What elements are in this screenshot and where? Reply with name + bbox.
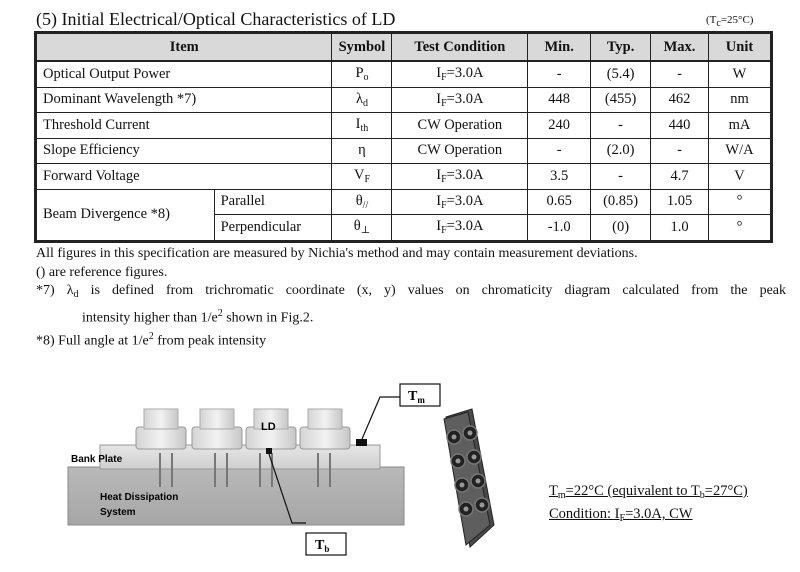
cell-symbol: $\theta_{//}$ [332,189,392,215]
cell-item: Optical Output Power [37,61,332,87]
tm-label: $T_m$ [408,389,425,405]
tb-label: $T_b$ [315,538,330,554]
cell-symbol: $V_F$ [332,164,392,190]
table-header-row [37,34,771,62]
cell-min: - [528,61,591,87]
table-row [37,61,771,87]
cell-symbol: $\theta_\perp$ [332,215,392,241]
cell-min: -1.0 [528,215,591,241]
ld-label: LD [261,421,276,433]
cell-max: 4.7 [651,164,709,190]
cell-condition: CW Operation [392,138,528,164]
cell-unit: W/A [709,138,771,164]
cell-unit: ° [709,215,771,241]
section-title: (5) Initial Electrical/Optical Characteristics of LD [36,9,396,29]
tb-sensor [266,448,272,454]
condition-temperature: $T_m=22^\circ C$ (equivalent to $T_b=27^\circ C$) [549,483,748,501]
cell-item: Threshold Current [37,113,332,139]
cell-min: 3.5 [528,164,591,190]
cell-min: 0.65 [528,189,591,215]
notes [36,245,786,351]
note-8: *8) Full angle at $1/e^2$ from peak intensity [36,330,267,349]
ld-package [136,409,186,449]
cell-item: Dominant Wavelength *7) [37,87,332,113]
cell-unit: ° [709,189,771,215]
cell-condition: $I_F=3.0A$ [392,164,528,190]
cell-max: 1.0 [651,215,709,241]
test-setup-diagram [60,375,520,565]
bank-plate-module [444,409,494,547]
col-header-item: Item [37,34,332,62]
bank-plate-label: Bank Plate [71,454,123,465]
cell-typ: - [591,113,651,139]
note-7: *7) $\lambda_d$ is defined from trichromatic coordinate (x, y) values on chromaticity diagram calculated from the peak [36,283,786,300]
table-row [37,164,771,190]
cell-max: - [651,138,709,164]
col-header-symbol: Symbol [332,34,392,62]
cell-symbol: $I_{th}$ [332,113,392,139]
cell-typ: - [591,164,651,190]
cell-max: - [651,61,709,87]
col-header-unit: Unit [709,34,771,62]
cell-typ: (455) [591,87,651,113]
cell-typ: (0.85) [591,189,651,215]
cell-min: 240 [528,113,591,139]
cell-max: 462 [651,87,709,113]
cell-typ: (2.0) [591,138,651,164]
cell-subitem: Perpendicular [214,215,332,241]
col-header-min: Min. [528,34,591,62]
temperature-note: $(T_c=25^\circ C)$ [706,14,754,29]
cell-condition: CW Operation [392,113,528,139]
table-row [37,138,771,164]
cell-item: Slope Efficiency [37,138,332,164]
cell-condition: $I_F=3.0A$ [392,189,528,215]
note-7-cont: intensity higher than $1/e^2$ shown in Fig.2. [82,307,314,326]
cell-condition: $I_F=3.0A$ [392,215,528,241]
cell-unit: W [709,61,771,87]
cell-symbol: η [332,138,392,164]
measurement-condition [549,482,748,528]
cell-max: 1.05 [651,189,709,215]
table-row [37,87,771,113]
tm-leader [362,397,400,439]
cell-unit: nm [709,87,771,113]
table-row [37,113,771,139]
cell-symbol: $P_o$ [332,61,392,87]
cell-typ: (5.4) [591,61,651,87]
col-header-max: Max. [651,34,709,62]
cell-condition: $I_F=3.0A$ [392,87,528,113]
ld-package [192,409,242,449]
cell-max: 440 [651,113,709,139]
cell-min: 448 [528,87,591,113]
cell-min: - [528,138,591,164]
ld-package [300,409,350,449]
heat-dissipation-label: System [100,507,136,518]
col-header-test-condition: Test Condition [392,34,528,62]
table-row [37,189,771,215]
condition-current: Condition: $I_F=3.0A$, CW [549,506,693,524]
cell-symbol: $\lambda_d$ [332,87,392,113]
heat-dissipation-label: Heat Dissipation [100,492,179,503]
cell-item-beam-divergence: Beam Divergence *8) [37,189,215,240]
tm-sensor [356,439,367,446]
cell-item: Forward Voltage [37,164,332,190]
note-line: () are reference figures. [36,264,168,280]
cell-subitem: Parallel [214,189,332,215]
cell-typ: (0) [591,215,651,241]
note-line: All figures in this specification are measured by Nichia's method and may contain measurement deviations. [36,246,638,261]
cell-unit: mA [709,113,771,139]
characteristics-table [36,33,771,241]
cell-unit: V [709,164,771,190]
cell-condition: $I_F=3.0A$ [392,61,528,87]
col-header-typ: Typ. [591,34,651,62]
